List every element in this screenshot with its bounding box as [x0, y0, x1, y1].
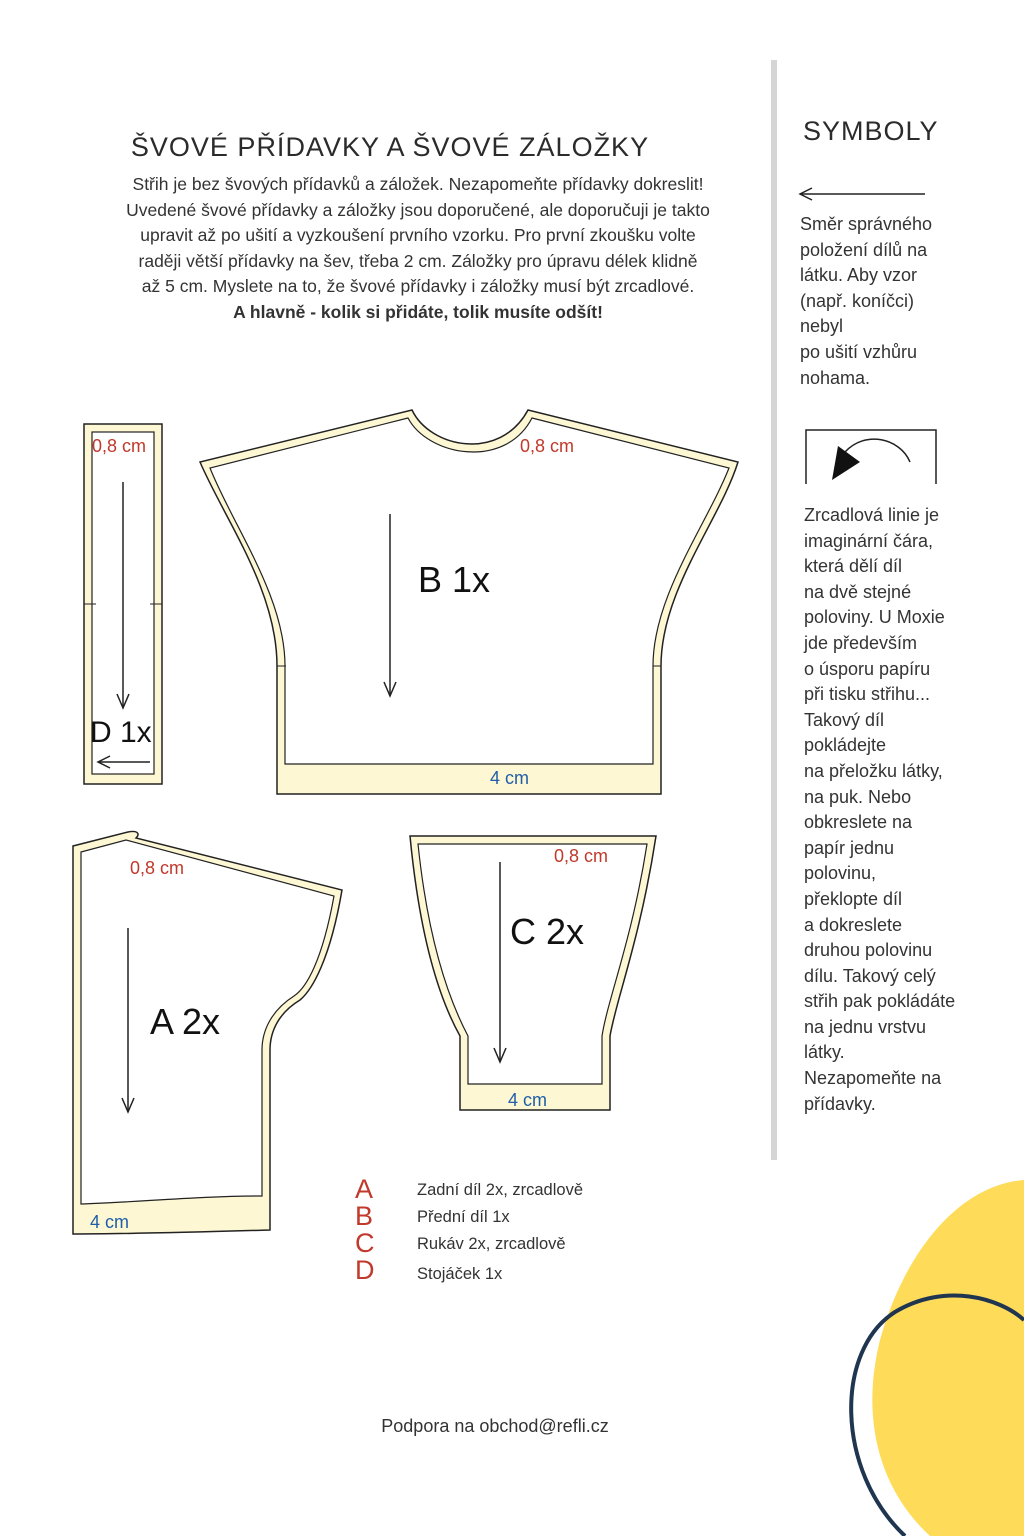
text-line: nebyl: [800, 316, 844, 337]
legend-text: Přední díl 1x: [417, 1208, 510, 1226]
text-line: na dvě stejné: [804, 581, 912, 602]
piece-d: [84, 424, 162, 784]
text-line: Zrcadlová linie je: [804, 505, 940, 525]
left-arrow-icon: [800, 188, 925, 200]
fold-line-text: [804, 503, 955, 1117]
piece-a-seam-label: 0,8 cm: [130, 858, 185, 878]
intro-line: upravit až po ušití a vyzkoušení prvního vzorku. Pro první zkoušku volte: [140, 225, 696, 245]
piece-a-label: A 2x: [150, 1001, 221, 1042]
text-line: papír jednu: [804, 837, 895, 858]
text-line: Nezapomeňte na: [804, 1068, 942, 1089]
text-line: překlopte díl: [804, 888, 903, 909]
text-line: látky.: [804, 1042, 845, 1063]
intro-line: Střih je bez švových přídavků a záložek. Nezapomeňte přídavky dokreslit!: [132, 174, 704, 194]
legend-text: Stojáček 1x: [417, 1265, 503, 1283]
text-line: látku. Aby vzor: [800, 265, 918, 286]
text-line: (např. koníčci): [800, 290, 915, 311]
legend-letter: B: [355, 1201, 374, 1231]
grain-direction-text: [800, 212, 932, 391]
text-line: polovinu,: [804, 863, 877, 884]
piece-c-seam-label: 0,8 cm: [554, 846, 609, 866]
symbols-title: SYMBOLY: [803, 116, 939, 146]
text-line: po ušití vzhůru: [800, 341, 918, 362]
text-line: položení dílů na: [800, 239, 928, 260]
text-line: nohama.: [800, 367, 871, 388]
piece-b-label: B 1x: [418, 559, 491, 600]
fold-line-curved-arrow-icon: [806, 430, 936, 484]
text-line: na přeložku látky,: [804, 760, 943, 781]
text-line: o úsporu papíru: [804, 658, 931, 679]
support-footer: Podpora na obchod@refli.cz: [381, 1416, 609, 1436]
text-line: pokládejte: [804, 735, 887, 756]
intro-line: raději větší přídavky na šev, třeba 2 cm. Záložky pro úpravu délek klidně: [138, 250, 698, 271]
text-line: jde především: [804, 632, 918, 653]
piece-a: [73, 831, 342, 1234]
piece-d-seam-label: 0,8 cm: [92, 436, 147, 456]
text-line: a dokreslete: [804, 914, 903, 935]
text-line: na puk. Nebo: [804, 786, 912, 807]
piece-c-label: C 2x: [510, 911, 585, 952]
piece-c-hem-label: 4 cm: [508, 1090, 548, 1110]
text-line: poloviny. U Moxie: [804, 607, 945, 628]
text-line: na jednu vrstvu: [804, 1016, 927, 1037]
legend-letter: A: [355, 1174, 374, 1204]
legend-letter: D: [355, 1255, 375, 1285]
legend-text: Zadní díl 2x, zrcadlově: [417, 1181, 583, 1199]
piece-b-hem-label: 4 cm: [490, 768, 530, 788]
intro-line: Uvedené švové přídavky a záložky jsou doporučené, ale doporučuji je takto: [126, 199, 710, 220]
text-line: Směr správného: [800, 214, 933, 234]
piece-a-hem-label: 4 cm: [90, 1212, 130, 1232]
legend-text: Rukáv 2x, zrcadlově: [417, 1235, 566, 1253]
piece-c: [410, 836, 656, 1110]
piece-b-seam-label: 0,8 cm: [520, 436, 575, 456]
intro-line: až 5 cm. Myslete na to, že švové přídavky i záložky musí být zrcadlové.: [141, 276, 695, 296]
piece-d-label: D 1x: [90, 716, 152, 749]
text-line: při tisku střihu...: [804, 684, 931, 705]
intro-emphasis: A hlavně - kolik si přidáte, tolik musíte odšít!: [233, 301, 603, 322]
text-line: Takový díl: [804, 709, 885, 730]
piece-b: [200, 410, 738, 794]
text-line: přídavky.: [804, 1093, 876, 1114]
page-title: ŠVOVÉ PŘÍDAVKY A ŠVOVÉ ZÁLOŽKY: [130, 132, 650, 163]
text-line: která dělí díl: [804, 556, 903, 577]
text-line: imaginární čára,: [804, 530, 934, 551]
text-line: dílu. Takový celý: [804, 965, 936, 986]
text-line: druhou polovinu: [804, 940, 933, 961]
text-line: střih pak pokládáte: [804, 991, 956, 1012]
legend-letter: C: [355, 1228, 375, 1258]
text-line: obkreslete na: [804, 812, 913, 833]
